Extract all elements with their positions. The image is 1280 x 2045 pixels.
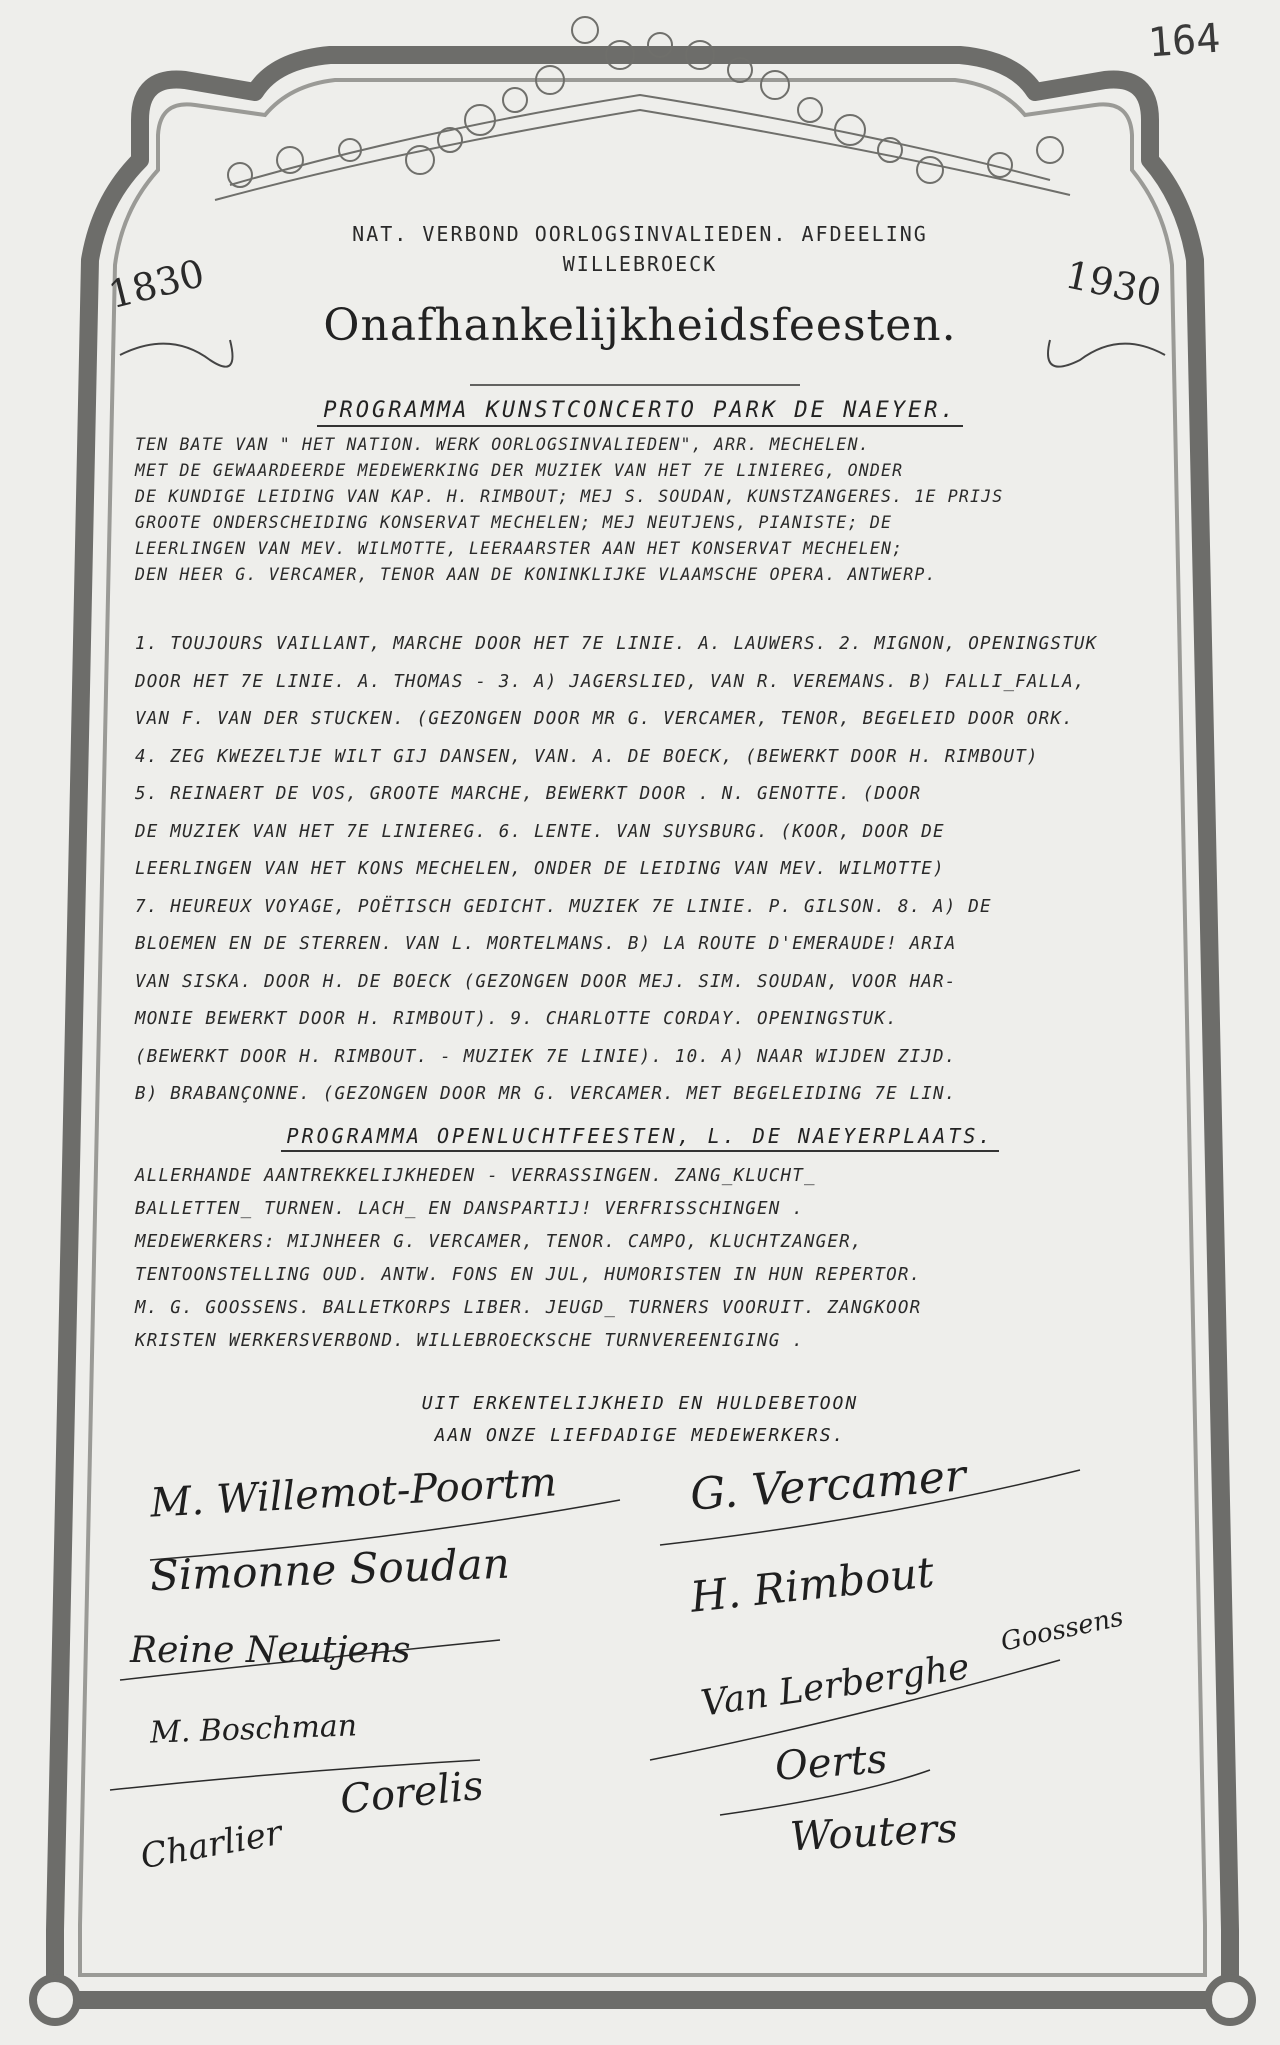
openair-line: ALLERHANDE AANTREKKELIJKHEDEN - VERRASSINGEN. ZANG_KLUCHT_ <box>135 1166 816 1186</box>
year-right: 1930 <box>1061 252 1166 316</box>
program-line: DE MUZIEK VAN HET 7E LINIEREG. 6. LENTE. VAN SUYSBURG. (KOOR, DOOR DE <box>135 821 945 842</box>
intro-line: GROOTE ONDERSCHEIDING KONSERVAT MECHELEN; MEJ NEUTJENS, PIANISTE; DE <box>135 513 893 532</box>
program-line: 5. REINAERT DE VOS, GROOTE MARCHE, BEWERKT DOOR . N. GENOTTE. (DOOR <box>135 784 922 804</box>
concert-program <box>135 626 1210 1114</box>
program-line: VAN F. VAN DER STUCKEN. (GEZONGEN DOOR MR G. VERCAMER, TENOR, BEGELEID DOOR ORK. <box>135 709 1074 729</box>
program-line: VAN SISKA. DOOR H. DE BOECK (GEZONGEN DOOR MEJ. SIM. SOUDAN, VOOR HAR- <box>135 971 957 992</box>
concert-heading <box>0 398 1280 423</box>
program-line: (BEWERKT DOOR H. RIMBOUT. - MUZIEK 7E LINIE). 10. A) NAAR WIJDEN ZIJD. <box>135 1046 957 1067</box>
signature-boschman: M. Boschman <box>149 1708 358 1751</box>
closing-line-1: UIT ERKENTELIJKHEID EN HULDEBETOON <box>421 1393 859 1414</box>
program-line: 1. TOUJOURS VAILLANT, MARCHE DOOR HET 7E LINIE. A. LAUWERS. 2. MIGNON, OPENINGSTUK <box>135 634 1098 654</box>
signature-wouters: Wouters <box>788 1805 959 1861</box>
year-left: 1830 <box>104 250 209 318</box>
intro-line: LEERLINGEN VAN MEV. WILMOTTE, LEERAARSTER AAN HET KONSERVAT MECHELEN; <box>135 539 904 558</box>
concert-heading-text: PROGRAMMA KUNSTCONCERTO PARK DE NAEYER. <box>317 398 963 427</box>
openair-heading-text: PROGRAMMA OPENLUCHTFEESTEN, L. DE NAEYERPLAATS. <box>281 1124 1000 1152</box>
intro-line: DE KUNDIGE LEIDING VAN KAP. H. RIMBOUT; MEJ S. SOUDAN, KUNSTZANGERES. 1E PRIJS <box>135 487 1004 506</box>
openair-line: TENTOONSTELLING OUD. ANTW. FONS EN JUL, HUMORISTEN IN HUN REPERTOR. <box>135 1265 922 1285</box>
openair-line: KRISTEN WERKERSVERBOND. WILLEBROECKSCHE TURNVEREENIGING . <box>135 1331 804 1351</box>
signature-corelis: Corelis <box>337 1762 486 1824</box>
openair-line: BALLETTEN_ TURNEN. LACH_ EN DANSPARTIJ! VERFRISSCHINGEN . <box>135 1199 804 1219</box>
page-title: Onafhankelijkheidsfeesten. <box>323 300 957 351</box>
concert-intro <box>135 432 1210 588</box>
openair-line: M. G. GOOSSENS. BALLETKORPS LIBER. JEUGD_ TURNERS VOORUIT. ZANGKOOR <box>135 1298 922 1318</box>
signature-neutjens: Reine Neutjens <box>130 1630 411 1671</box>
openair-program <box>135 1160 1210 1358</box>
program-line: BLOEMEN EN DE STERREN. VAN L. MORTELMANS. B) LA ROUTE D'EMERAUDE! ARIA <box>135 934 957 954</box>
frame-corner-right <box>1208 1978 1252 2022</box>
page-number: 164 <box>1146 15 1222 67</box>
signature-willemot: M. Willemot-Poortm <box>149 1459 558 1527</box>
signature-goossens: Goossens <box>998 1602 1127 1658</box>
signature-oerts: Oerts <box>773 1736 889 1790</box>
signature-soudan: Simonne Soudan <box>149 1538 511 1601</box>
intro-line: DEN HEER G. VERCAMER, TENOR AAN DE KONINKLIJKE VLAAMSCHE OPERA. ANTWERP. <box>135 565 937 584</box>
signature-van-lerberghe: Van Lerberghe <box>698 1646 972 1725</box>
floral-garland <box>215 17 1070 200</box>
signature-vercamer: G. Vercamer <box>688 1450 968 1521</box>
openair-line: MEDEWERKERS: MIJNHEER G. VERCAMER, TENOR. CAMPO, KLUCHTZANGER, <box>135 1232 863 1252</box>
openair-heading <box>0 1124 1280 1148</box>
program-line: DOOR HET 7E LINIE. A. THOMAS - 3. A) JAGERSLIED, VAN R. VEREMANS. B) FALLI_FALLA, <box>135 671 1086 692</box>
program-line: MONIE BEWERKT DOOR H. RIMBOUT). 9. CHARLOTTE CORDAY. OPENINGSTUK. <box>135 1009 898 1029</box>
organization-line-1: NAT. VERBOND OORLOGSINVALIEDEN. AFDEELING <box>352 222 928 246</box>
program-line: 7. HEUREUX VOYAGE, POËTISCH GEDICHT. MUZIEK 7E LINIE. P. GILSON. 8. A) DE <box>135 896 992 917</box>
intro-line: TEN BATE VAN " HET NATION. WERK OORLOGSINVALIEDEN", ARR. MECHELEN. <box>135 435 870 454</box>
frame-corner-left <box>33 1978 77 2022</box>
closing-line-2: AAN ONZE LIEFDADIGE MEDEWERKERS. <box>434 1425 846 1446</box>
intro-line: MET DE GEWAARDEERDE MEDEWERKING DER MUZIEK VAN HET 7E LINIEREG, ONDER <box>135 461 904 480</box>
signature-charlier: Charlier <box>137 1812 285 1878</box>
program-line: 4. ZEG KWEZELTJE WILT GIJ DANSEN, VAN. A. DE BOECK, (BEWERKT DOOR H. RIMBOUT) <box>135 746 1039 767</box>
program-line: B) BRABANÇONNE. (GEZONGEN DOOR MR G. VERCAMER. MET BEGELEIDING 7E LIN. <box>135 1084 957 1104</box>
organization-line-2: WILLEBROECK <box>562 252 718 276</box>
program-line: LEERLINGEN VAN HET KONS MECHELEN, ONDER DE LEIDING VAN MEV. WILMOTTE) <box>135 859 945 879</box>
signature-rimbout: H. Rimbout <box>688 1547 937 1622</box>
